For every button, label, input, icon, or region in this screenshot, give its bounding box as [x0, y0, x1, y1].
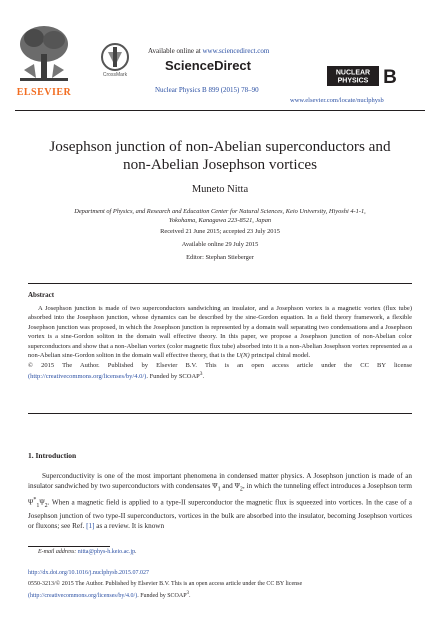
publisher-name: ELSEVIER [16, 87, 72, 98]
abstract-bottom-rule [28, 413, 412, 414]
nuclear-physics-b-logo [327, 66, 402, 86]
email-footnote: E-mail address: nitta@phys-h.keio.ac.jp. [38, 549, 137, 555]
footer-license-link[interactable]: (http://creativecommons.org/licenses/by/4.0/) [28, 593, 138, 599]
abstract-heading: Abstract [28, 291, 55, 299]
available-online-date: Available online 29 July 2015 [181, 241, 259, 248]
section-paragraph: Superconductivity is one of the most important phenomena in condensed matter physics. A Josephson junction is made of an insulator sandwiched by two superconductors with condensates $\Psi_1$ and $\Psi_2$, in which the tunneling effect introduces a Josephson term $\Psi^*_1\Psi_2$. When a magnetic field is applied to a type-II superconductor the magnetic flux is squeezed into vortices. In the case of a Josephson junction of two type-II superconductors, vortices in the bulk are absorbed into the insulator, becoming Josephson vortices or fluxons; see Ref. [1] as a review. It is known [28, 472, 412, 531]
footnote-rule [28, 546, 110, 547]
article-title: Josephson junction of non-Abelian superconductors and non-Abelian Josephson vortices [49, 138, 391, 173]
received-dates: Received 21 June 2015; accepted 23 July 2015 [160, 228, 280, 235]
sciencedirect-brand: ScienceDirect [165, 58, 251, 73]
reference-link[interactable]: [1] [86, 522, 95, 531]
abstract-license: © 2015 The Author. Published by Elsevier B.V. This is an open access article under the CC BY license (http://creativecommons.org/licenses/by/4.0/). Funded by SCOAP$^3$. [28, 361, 412, 381]
license-link[interactable]: (http://creativecommons.org/licenses/by/4.0/) [28, 373, 147, 381]
math-u-n: U(N) [236, 352, 250, 360]
crossmark-icon[interactable] [100, 42, 130, 72]
journal-logo-line1: NUCLEAR [335, 69, 371, 77]
header-divider [15, 110, 425, 111]
sciencedirect-link[interactable]: www.sciencedirect.com [202, 47, 270, 55]
abstract-text: A Josephson junction is made of two superconductors sandwiching an insulator, and a Josephson vortex is a magnetic vortex (flux tube) absorbed into the Josephson junction, whose dynamics can be described by the sine-Gordon equation. In a field theory framework, a flexible Josephson junction was proposed, in which the Josephson junction is represented by a domain wall separating two condensations and a Josephson vortex is a sine-Gordon soliton in the domain wall effective theory. In this paper, we propose a Josephson junction of non-Abelian color superconductors and show that a non-Abelian vortex (color magnetic flux tube) absorbed into it is a non-Abelian Josephson vortex represented as a non-Abelian sine-Gordon soliton in the domain wall effective theory, that is the U(N) principal chiral model. [28, 305, 412, 360]
crossmark-label: CrossMark [102, 72, 128, 78]
abstract-top-rule [28, 283, 412, 284]
author-name: Muneto Nitta [191, 184, 249, 195]
editor-line: Editor: Stephan Stieberger [186, 254, 254, 261]
author-affiliation: Department of Physics, and Research and Education Center for Natural Sciences, Keio University, Hiyoshi 4-1-1, Yokohama, Kanagawa 223-8521, Japan [74, 208, 366, 225]
journal-logo-letter: B [383, 67, 397, 86]
journal-homepage-link[interactable]: www.elsevier.com/locate/nuclphysb [290, 97, 384, 104]
doi-link[interactable]: http://dx.doi.org/10.1016/j.nuclphysb.2015.07.027 [28, 570, 150, 576]
elsevier-tree-logo [14, 20, 74, 90]
email-link[interactable]: nitta@phys-h.keio.ac.jp [77, 549, 136, 555]
copyright-line: 0550-3213/© 2015 The Author. Published by Elsevier B.V. This is an open access article under the CC BY license (http://creativecommons.org/licenses/by/4.0/). Funded by SCOAP$^3$. [28, 581, 303, 599]
abstract-body [28, 304, 412, 382]
journal-logo-line2: PHYSICS [337, 77, 369, 85]
section-heading: 1. Introduction [28, 451, 77, 460]
available-online-text: Available online at www.sciencedirect.com [148, 47, 270, 55]
journal-reference-link[interactable]: Nuclear Physics B 899 (2015) 78–90 [155, 86, 259, 94]
